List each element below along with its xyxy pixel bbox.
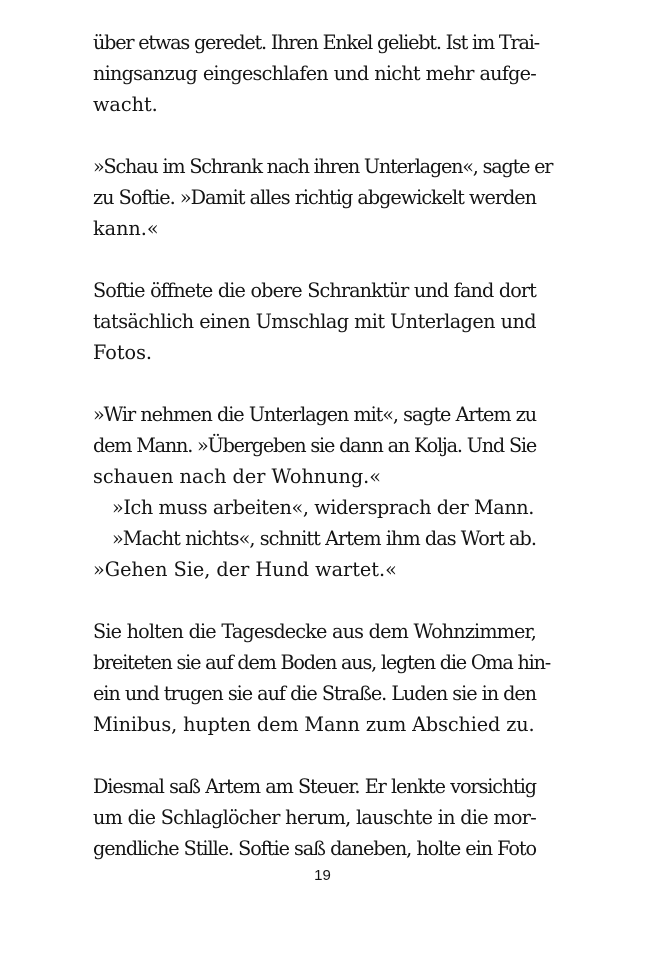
- paragraph-gap: [93, 740, 536, 771]
- text-line: tatsächlich einen Umschlag mit Unterlagen und: [93, 310, 536, 333]
- text-line: ningsanzug eingeschlafen und nicht mehr aufge-: [93, 62, 536, 85]
- text-line: »Macht nichts«, schnitt Artem ihm das Wort ab.: [112, 527, 536, 550]
- page-number: 19: [314, 867, 331, 884]
- paragraph-gap: [93, 585, 536, 616]
- text-line: Softie öffnete die obere Schranktür und fand dort: [93, 279, 536, 302]
- text-line: »Ich muss arbeiten«, widersprach der Mann.: [112, 496, 534, 519]
- text-line: wacht.: [93, 93, 158, 116]
- text-line: zu Softie. »Damit alles richtig abgewickelt werden: [93, 186, 536, 209]
- text-line: Fotos.: [93, 341, 153, 364]
- paragraph-gap: [93, 244, 536, 275]
- text-line: »Schau im Schrank nach ihren Unterlagen«, sagte er: [93, 155, 553, 178]
- body-text: [93, 27, 553, 864]
- paragraph-gap: [93, 368, 536, 399]
- text-line: dem Mann. »Übergeben sie dann an Kolja. Und Sie: [93, 434, 536, 457]
- text-line: ein und trugen sie auf die Straße. Luden sie in den: [93, 682, 536, 705]
- text-line: »Wir nehmen die Unterlagen mit«, sagte Artem zu: [93, 403, 536, 426]
- text-line: Sie holten die Tagesdecke aus dem Wohnzimmer,: [93, 620, 536, 643]
- text-line: gendliche Stille. Softie saß daneben, holte ein Foto: [93, 837, 536, 860]
- text-line: »Gehen Sie, der Hund wartet.«: [93, 558, 397, 581]
- text-line: Diesmal saß Artem am Steuer. Er lenkte vorsichtig: [93, 775, 536, 798]
- text-line: Minibus, hupten dem Mann zum Abschied zu.: [93, 713, 535, 736]
- text-line: über etwas geredet. Ihren Enkel geliebt. Ist im Trai-: [93, 31, 539, 54]
- text-line: um die Schlaglöcher herum, lauschte in die mor-: [93, 806, 536, 829]
- text-line: kann.«: [93, 217, 159, 240]
- text-line: schauen nach der Wohnung.«: [93, 465, 381, 488]
- text-line: breiteten sie auf dem Boden aus, legten die Oma hin-: [93, 651, 551, 674]
- paragraph-gap: [93, 120, 536, 151]
